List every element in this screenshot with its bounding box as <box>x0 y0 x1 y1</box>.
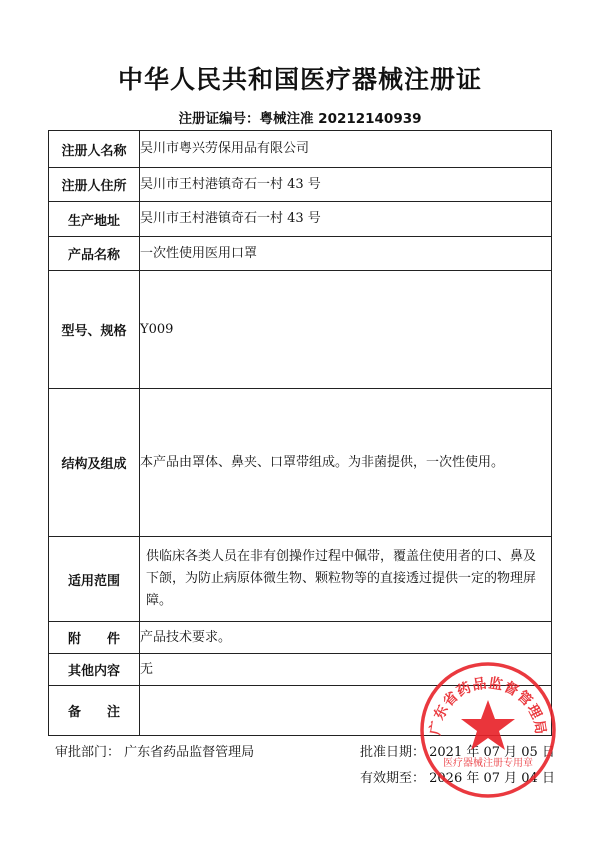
row-value: 产品技术要求。 <box>140 622 552 654</box>
row-label: 注册人住所 <box>49 168 140 202</box>
row-label: 适用范围 <box>49 537 140 622</box>
row-label: 生产地址 <box>49 202 140 237</box>
row-product-name <box>49 237 552 271</box>
seal-star-icon <box>461 700 515 750</box>
row-value: Y009 <box>140 271 552 389</box>
registration-number-label: 注册证编号： <box>178 111 260 127</box>
seal-outer-text: 广东省药品监督管理局 <box>427 675 549 737</box>
approval-date: 批准日期： 2021 年 07 月 05 日 <box>360 745 555 760</box>
row-label: 产品名称 <box>49 237 140 271</box>
row-value: 本产品由罩体、鼻夹、口罩带组成。为非菌提供，一次性使用。 <box>140 389 552 537</box>
registration-number-value: 粤械注准 20212140939 <box>259 111 422 127</box>
row-value: 吴川市王村港镇奇石一村 43 号 <box>140 168 552 202</box>
row-scope <box>49 537 552 622</box>
row-value: 吴川市王村港镇奇石一村 43 号 <box>140 202 552 237</box>
row-registrant-address <box>49 168 552 202</box>
row-label: 注册人名称 <box>49 131 140 168</box>
row-label: 附 件 <box>49 622 140 654</box>
approval-department: 审批部门： 广东省药品监督管理局 <box>55 745 255 760</box>
row-label: 备 注 <box>49 686 140 736</box>
row-value: 供临床各类人员在非有创操作过程中佩带，覆盖住使用者的口、鼻及下颌，为防止病原体微生物、颗粒物等的直接透过提供一定的物理屏障。 <box>140 537 552 622</box>
row-model-spec <box>49 271 552 389</box>
row-value: 一次性使用医用口罩 <box>140 237 552 271</box>
row-attachment <box>49 622 552 654</box>
row-value: 无 <box>140 654 552 686</box>
row-label: 型号、规格 <box>49 271 140 389</box>
valid-until: 有效期至： 2026 年 07 月 04 日 <box>360 771 555 786</box>
official-seal <box>418 660 558 800</box>
row-registrant-name <box>49 131 552 168</box>
row-label: 结构及组成 <box>49 389 140 537</box>
row-production-address <box>49 202 552 237</box>
row-structure <box>49 389 552 537</box>
seal-inner-text: 医疗器械注册专用章 <box>443 758 533 769</box>
row-label: 其他内容 <box>49 654 140 686</box>
registration-number <box>0 107 600 127</box>
row-value: 吴川市粤兴劳保用品有限公司 <box>140 131 552 168</box>
certificate-title: 中华人民共和国医疗器械注册证 <box>117 65 482 94</box>
registration-table <box>48 130 552 736</box>
